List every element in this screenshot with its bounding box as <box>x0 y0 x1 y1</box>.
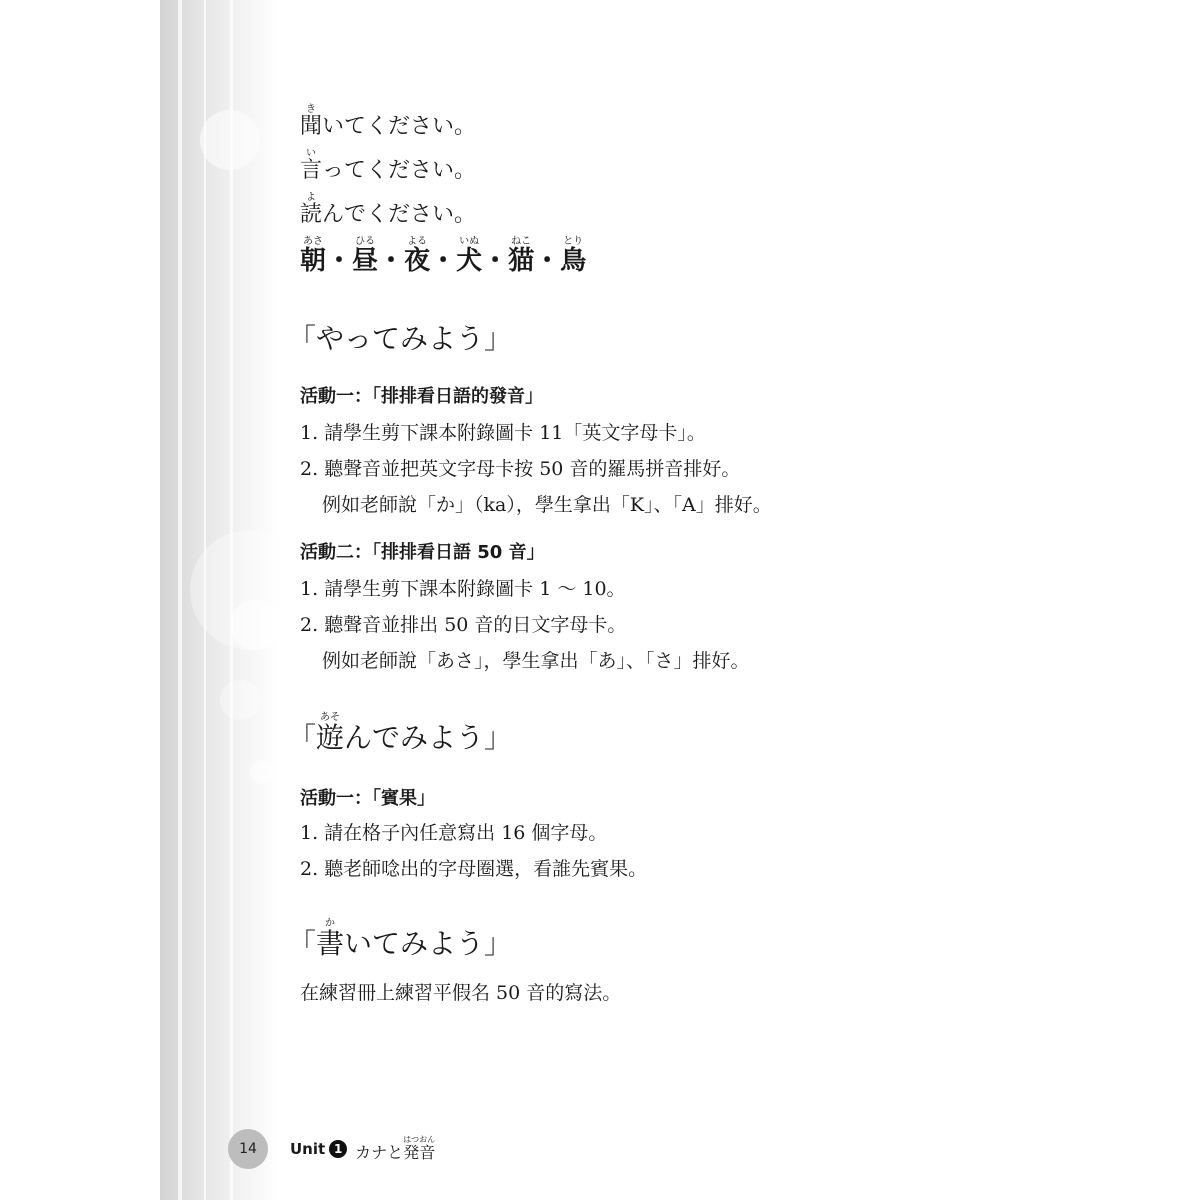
vocabulary-words: 朝あさ・昼ひる・夜よる・犬いぬ・猫ねこ・鳥とり <box>300 236 587 276</box>
section-heading-lets-write: 「書かいてみよう」 <box>288 918 513 960</box>
phrase-say: 言いってください。 <box>300 148 477 183</box>
activity-title: 活動二：「排排看日語 50 音」 <box>300 542 545 563</box>
page-number: 14 <box>228 1129 268 1169</box>
decor-bokeh <box>250 760 274 784</box>
decorative-sidebar <box>160 0 280 1200</box>
word-morning: 朝あさ <box>300 236 327 276</box>
activity-step: 1. 請學生剪下課本附錄圖卡 1 ～ 10。 <box>300 578 626 600</box>
activity-step: 1. 請在格子內任意寫出 16 個字母。 <box>300 822 608 844</box>
writing-instruction: 在練習冊上練習平假名 50 音的寫法。 <box>300 982 622 1004</box>
activity-title: 活動一：「賓果」 <box>300 788 435 809</box>
word-bird: 鳥とり <box>560 236 587 276</box>
activity-example: 例如老師說「か」（ka），學生拿出「K」、「A」排好。 <box>322 494 772 516</box>
word-night: 夜よる <box>404 236 431 276</box>
unit-number-badge: 1 <box>329 1140 347 1158</box>
decor-bokeh <box>220 680 260 720</box>
activity-step: 2. 聽聲音並排出 50 音的日文字母卡。 <box>300 614 627 636</box>
section-heading-lets-play: 「遊あそんでみよう」 <box>288 712 513 754</box>
activity-step: 2. 聽老師唸出的字母圈選，看誰先賓果。 <box>300 858 648 880</box>
decor-bokeh <box>200 110 260 170</box>
word-cat: 猫ねこ <box>508 236 535 276</box>
unit-label: Unit <box>290 1140 326 1158</box>
decor-stripe <box>178 0 182 1200</box>
activity-step: 2. 聽聲音並把英文字母卡按 50 音的羅馬拼音排好。 <box>300 458 741 480</box>
phrase-listen: 聞きいてください。 <box>300 104 477 139</box>
page-footer <box>228 1128 435 1170</box>
activity-step: 1. 請學生剪下課本附錄圖卡 11「英文字母卡」。 <box>300 422 706 444</box>
activity-title: 活動一：「排排看日語的發音」 <box>300 386 543 407</box>
word-noon: 昼ひる <box>352 236 379 276</box>
word-dog: 犬いぬ <box>456 236 483 276</box>
activity-example: 例如老師說「あさ」，學生拿出「あ」、「さ」排好。 <box>322 650 750 672</box>
decor-bokeh <box>230 600 280 650</box>
phrase-read: 読よんでください。 <box>300 192 477 227</box>
section-heading-lets-try: 「やってみよう」 <box>288 322 513 355</box>
unit-title: カナと発音はつおん <box>355 1135 436 1162</box>
